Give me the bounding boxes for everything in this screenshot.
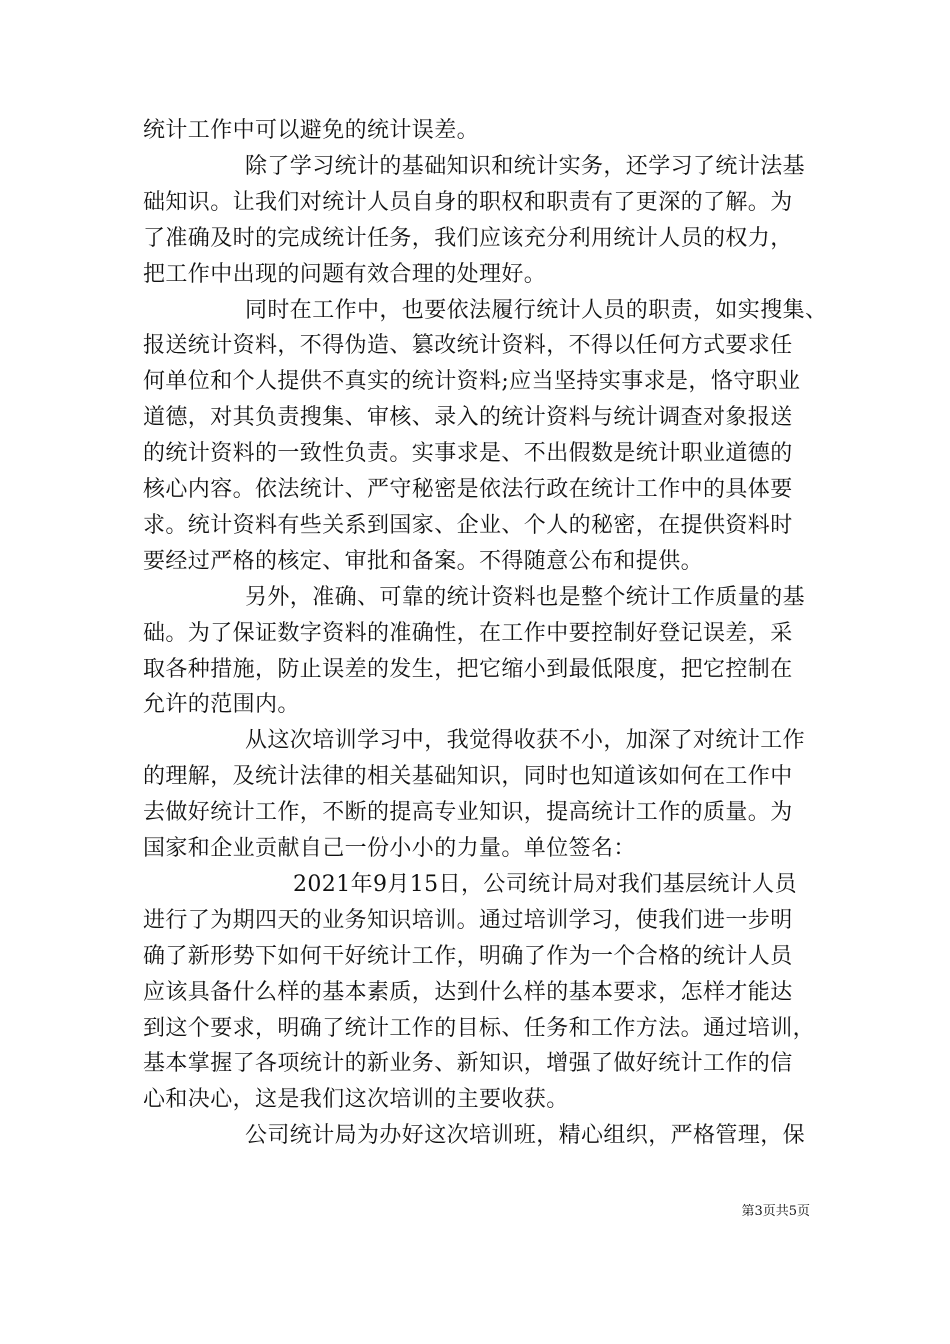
page-number-footer: 第3页共5页	[741, 1204, 810, 1219]
text-line: 的统计资料的一致性负责。实事求是、不出假数是统计职业道德的	[143, 441, 793, 466]
text-line: 道德，对其负责搜集、审核、录入的统计资料与统计调查对象报送	[143, 405, 793, 430]
paragraph-first-line: 除了学习统计的基础知识和统计实务，还学习了统计法基	[245, 154, 806, 179]
text-line: 确了新形势下如何干好统计工作，明确了作为一个合格的统计人员	[143, 944, 793, 969]
text-line: 何单位和个人提供不真实的统计资料;应当坚持实事求是，恪守职业	[143, 369, 801, 394]
text-line: 到这个要求，明确了统计工作的目标、任务和工作方法。通过培训，	[143, 1016, 816, 1041]
text-line: 求。统计资料有些关系到国家、企业、个人的秘密，在提供资料时	[143, 513, 793, 538]
paragraph-first-line: 公司统计局为办好这次培训班，精心组织，严格管理，保	[245, 1123, 806, 1148]
text-line: 要经过严格的核定、审批和备案。不得随意公布和提供。	[143, 549, 704, 574]
paragraph-first-line: 2021年9月15日，公司统计局对我们基层统计人员	[293, 872, 797, 897]
text-line: 的理解，及统计法律的相关基础知识，同时也知道该如何在工作中	[143, 764, 793, 789]
text-line: 取各种措施，防止误差的发生，把它缩小到最低限度，把它控制在	[143, 657, 793, 682]
text-line: 统计工作中可以避免的统计误差。	[143, 118, 480, 143]
text-line: 心和决心，这是我们这次培训的主要收获。	[143, 1087, 569, 1112]
text-line: 把工作中出现的问题有效合理的处理好。	[143, 262, 547, 287]
text-line: 了准确及时的完成统计任务，我们应该充分利用统计人员的权力，	[143, 226, 793, 251]
text-line: 核心内容。依法统计、严守秘密是依法行政在统计工作中的具体要	[143, 477, 793, 502]
text-line: 允许的范围内。	[143, 692, 300, 717]
text-line: 应该具备什么样的基本素质，达到什么样的基本要求，怎样才能达	[143, 980, 793, 1005]
text-line: 础知识。让我们对统计人员自身的职权和职责有了更深的了解。为	[143, 190, 793, 215]
text-line: 国家和企业贡献自己一份小小的力量。单位签名：	[143, 836, 636, 861]
paragraph-first-line: 从这次培训学习中，我觉得收获不小，加深了对统计工作	[245, 728, 806, 753]
text-line: 进行了为期四天的业务知识培训。通过培训学习，使我们进一步明	[143, 908, 793, 933]
text-line: 报送统计资料，不得伪造、篡改统计资料，不得以任何方式要求任	[143, 333, 793, 358]
text-line: 础。为了保证数字资料的准确性，在工作中要控制好登记误差，采	[143, 621, 793, 646]
text-line: 基本掌握了各项统计的新业务、新知识，增强了做好统计工作的信	[143, 1051, 793, 1076]
paragraph-first-line: 同时在工作中，也要依法履行统计人员的职责，如实搜集、	[245, 298, 828, 323]
paragraph-first-line: 另外，准确、可靠的统计资料也是整个统计工作质量的基	[245, 585, 806, 610]
text-line: 去做好统计工作，不断的提高专业知识，提高统计工作的质量。为	[143, 800, 793, 825]
